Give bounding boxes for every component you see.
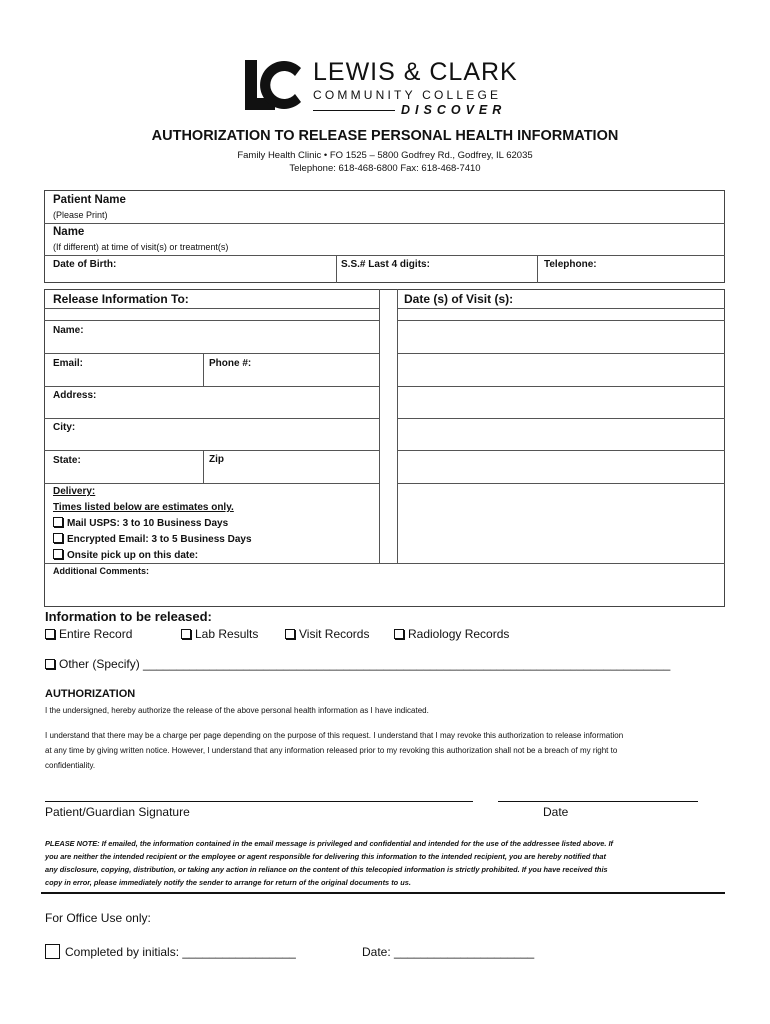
patient-name-hint: (Please Print): [53, 210, 108, 220]
checkbox-icon[interactable]: [45, 629, 55, 639]
alt-name-hint: (If different) at time of visit(s) or treatment(s): [53, 242, 229, 252]
visit-dates-field[interactable]: [397, 320, 725, 563]
logo-rule: [313, 110, 395, 111]
dob-field[interactable]: [44, 255, 336, 283]
note-line3: any disclosure, copying, distribution, or taking any action in reliance on the content of this telecopied information is strictly prohibited. If you have received this: [45, 865, 608, 874]
completed-initials[interactable]: Completed by initials: _________________: [65, 945, 296, 959]
college-logo: [243, 58, 533, 120]
recipient-address-field[interactable]: [44, 386, 379, 418]
release-to-heading: Release Information To:: [53, 292, 189, 306]
office-date[interactable]: Date: _____________________: [362, 945, 535, 959]
info-option-entire[interactable]: Entire Record: [45, 627, 132, 641]
info-option-visit[interactable]: Visit Records: [285, 627, 369, 641]
note-line4: copy in error, please immediately notify the sender to arrange for return of the original documents to us.: [45, 878, 411, 887]
lc-logo-icon: [243, 58, 305, 112]
checkbox-icon[interactable]: [53, 517, 63, 527]
authorization-p2-line3: confidentiality.: [45, 761, 96, 770]
completed-checkbox[interactable]: [45, 944, 60, 959]
recipient-zip-label: Zip: [209, 454, 224, 465]
info-option-lab[interactable]: Lab Results: [181, 627, 258, 641]
recipient-phone-label: Phone #:: [209, 358, 252, 369]
recipient-state-label: State:: [53, 455, 81, 466]
delivery-option-mail[interactable]: Mail USPS: 3 to 10 Business Days: [53, 517, 228, 529]
delivery-option-email[interactable]: Encrypted Email: 3 to 5 Business Days: [53, 533, 252, 545]
logo-subtitle: COMMUNITY COLLEGE: [313, 88, 502, 102]
telephone-field[interactable]: [537, 255, 725, 283]
comments-label: Additional Comments:: [53, 566, 149, 576]
info-heading: Information to be released:: [45, 609, 212, 624]
recipient-zip-field[interactable]: [203, 450, 379, 483]
checkbox-icon[interactable]: [181, 629, 191, 639]
recipient-city-field[interactable]: [44, 418, 379, 450]
authorization-heading: AUTHORIZATION: [45, 688, 136, 700]
alt-name-label: Name: [53, 226, 85, 238]
recipient-address-label: Address:: [53, 390, 97, 401]
recipient-phone-field[interactable]: [203, 353, 379, 386]
visit-dates-heading: Date (s) of Visit (s):: [404, 292, 514, 306]
dob-label: Date of Birth:: [53, 259, 117, 270]
office-heading: For Office Use only:: [45, 911, 151, 925]
recipient-name-field[interactable]: [44, 320, 379, 353]
clinic-address: Family Health Clinic • FO 1525 – 5800 Godfrey Rd., Godfrey, IL 62035: [237, 150, 533, 161]
patient-name-label: Patient Name: [53, 194, 126, 206]
checkbox-icon[interactable]: [285, 629, 295, 639]
checkbox-icon[interactable]: [394, 629, 404, 639]
checkbox-icon[interactable]: [53, 533, 63, 543]
signature-date-label: Date: [543, 805, 569, 819]
recipient-name-label: Name:: [53, 325, 84, 336]
telephone-label: Telephone:: [544, 259, 597, 270]
authorization-p2-line1: I understand that there may be a charge per page depending on the purpose of this request. I understand that I may revoke this authorization to release information: [45, 731, 624, 740]
logo-tagline: DISCOVER: [401, 103, 507, 117]
delivery-label: Delivery:: [53, 486, 96, 497]
date-line[interactable]: [498, 801, 698, 802]
authorization-p2-line2: at any time by giving written notice. However, I understand that any information released prior to my revoking this authorization shall not be a breach of my right to: [45, 746, 618, 755]
divider: [44, 308, 379, 309]
checkbox-icon[interactable]: [53, 549, 63, 559]
recipient-city-label: City:: [53, 422, 76, 433]
info-option-other[interactable]: Other (Specify) _______________________________________________________________________________: [45, 657, 670, 671]
divider: [41, 892, 725, 894]
authorization-p1: I the undersigned, hereby authorize the release of the above personal health information as I have indicated.: [45, 706, 429, 715]
recipient-email-label: Email:: [53, 358, 84, 369]
logo-title: LEWIS & CLARK: [313, 58, 518, 86]
signature-line[interactable]: [45, 801, 473, 802]
delivery-note: Times listed below are estimates only.: [53, 502, 234, 513]
ssn-field[interactable]: [336, 255, 537, 283]
note-line1: PLEASE NOTE: If emailed, the information contained in the email message is privileged and confidential and intended for the use of the addressee listed above. If: [45, 839, 613, 848]
divider: [44, 483, 379, 484]
signature-label: Patient/Guardian Signature: [45, 805, 190, 819]
divider: [379, 289, 380, 563]
divider: [397, 308, 725, 309]
recipient-state-field[interactable]: [44, 450, 203, 483]
clinic-phone: Telephone: 618-468-6800 Fax: 618-468-7410: [289, 163, 481, 174]
alt-name-field[interactable]: [44, 223, 725, 255]
comments-field[interactable]: [44, 563, 725, 607]
patient-name-field[interactable]: [44, 190, 725, 223]
ssn-label: S.S.# Last 4 digits:: [341, 259, 430, 270]
note-line2: you are neither the intended recipient or the employee or agent responsible for delivering this information to the intended recipient, you are hereby notified that: [45, 852, 606, 861]
checkbox-icon[interactable]: [45, 659, 55, 669]
form-title: AUTHORIZATION TO RELEASE PERSONAL HEALTH INFORMATION: [151, 128, 619, 144]
recipient-email-field[interactable]: [44, 353, 203, 386]
info-option-radiology[interactable]: Radiology Records: [394, 627, 509, 641]
delivery-option-pickup[interactable]: Onsite pick up on this date:: [53, 549, 198, 561]
